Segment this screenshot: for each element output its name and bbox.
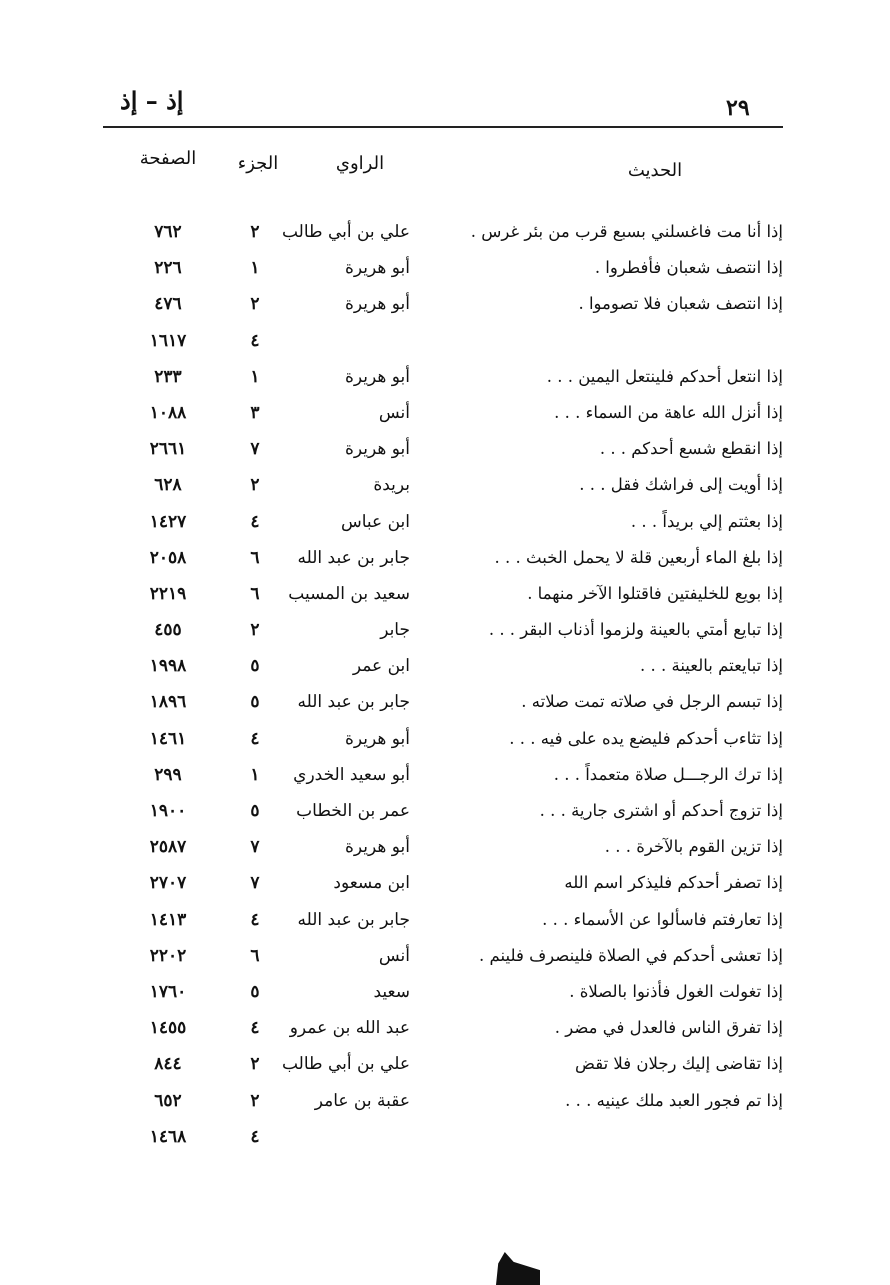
- narrator-name: سعيد بن المسيب: [288, 583, 410, 604]
- narrator-name: ابن عباس: [340, 511, 410, 532]
- running-head: إذ – إذ: [120, 86, 184, 115]
- table-row: [0, 253, 890, 289]
- narrator-name: أبو هريرة: [344, 258, 410, 279]
- hadith-text: إذا تغولت الغول فأذنوا بالصلاة .: [569, 981, 783, 1001]
- page-number-cell: ٢٢٠٢: [149, 945, 187, 966]
- page-number-cell: ٤٥٥: [154, 620, 182, 641]
- narrator-name: عقبة بن عامر: [314, 1090, 410, 1111]
- table-row: [0, 868, 890, 904]
- narrator-name: جابر: [380, 620, 410, 641]
- part-number: ١: [250, 258, 260, 279]
- hadith-text: إذا تعارفتم فاسألوا عن الأسماء . . .: [542, 909, 783, 929]
- narrator-name: ابن عمر: [352, 656, 410, 677]
- part-number: ٤: [250, 1018, 260, 1039]
- table-row: [0, 543, 890, 579]
- hadith-text: إذا تفرق الناس فالعدل في مضر .: [554, 1018, 783, 1038]
- part-number: ٦: [250, 547, 260, 568]
- part-number: ٣: [250, 402, 260, 423]
- part-number: ٥: [250, 981, 260, 1002]
- part-number: ٧: [250, 837, 260, 858]
- hadith-index-table: [0, 217, 890, 1158]
- table-row: [0, 977, 890, 1013]
- hadith-text: إذا تقاضى إليك رجلان فلا تقض: [575, 1054, 783, 1074]
- part-number: ٤: [250, 909, 260, 930]
- page-number-cell: ٦٥٢: [154, 1090, 182, 1111]
- table-row: [0, 289, 890, 325]
- part-number: ٢: [250, 1054, 260, 1075]
- part-number: ٧: [250, 873, 260, 894]
- table-row: [0, 1049, 890, 1085]
- narrator-name: عمر بن الخطاب: [296, 801, 410, 821]
- narrator-name: بريدة: [373, 475, 410, 496]
- table-row: [0, 1013, 890, 1049]
- hadith-text: إذا تزين القوم بالآخرة . . .: [604, 837, 783, 857]
- narrator-name: أبو سعيد الخدري: [293, 764, 410, 785]
- page-number-cell: ١٩٩٨: [149, 656, 187, 677]
- page-number-cell: ١٦١٧: [149, 330, 187, 351]
- part-number: ١: [250, 366, 260, 387]
- part-number: ٢: [250, 620, 260, 641]
- hadith-text: إذا تزوج أحدكم أو اشترى جارية . . .: [539, 801, 783, 820]
- hadith-text: إذا ترك الرجـــل صلاة متعمداً . . .: [553, 764, 783, 784]
- narrator-name: سعيد: [373, 981, 410, 1002]
- page-number: ٢٩: [726, 95, 750, 121]
- hadith-text: إذا أويت إلى فراشك فقل . . .: [579, 475, 783, 495]
- page-number-cell: ١٠٨٨: [149, 402, 187, 423]
- hadith-text: إذا تصفر أحدكم فليذكر اسم الله: [564, 873, 783, 893]
- hadith-text: إذا تبسم الرجل في صلاته تمت صلاته .: [521, 692, 783, 712]
- part-number: ٤: [250, 511, 260, 532]
- header-rule: [103, 126, 783, 128]
- hadith-text: إذا تبايع أمتي بالعينة ولزموا أذناب البقر . . .: [488, 620, 783, 640]
- hadith-text: إذا بويع للخليفتين فاقتلوا الآخر منهما .: [527, 583, 783, 603]
- part-number: ٢: [250, 1090, 260, 1111]
- narrator-name: أبو هريرة: [344, 439, 410, 460]
- narrator-name: عبد الله بن عمرو: [289, 1018, 410, 1039]
- narrator-name: أبو هريرة: [344, 728, 410, 749]
- hadith-text: إذا تعشى أحدكم في الصلاة فلينصرف فلينم .: [479, 945, 783, 965]
- page-number-cell: ١٤٢٧: [149, 511, 187, 532]
- page-number-cell: ٤٧٦: [154, 294, 182, 315]
- table-row: [0, 507, 890, 543]
- part-number: ٢: [250, 294, 260, 315]
- table-row: [0, 434, 890, 470]
- table-row: [0, 470, 890, 506]
- page-number-cell: ٢٢٦: [154, 258, 182, 279]
- table-row: [0, 398, 890, 434]
- table-row: [0, 941, 890, 977]
- page-number-cell: ١٤٦٨: [149, 1126, 187, 1147]
- hadith-text: إذا أنزل الله عاهة من السماء . . .: [554, 402, 783, 422]
- column-header-page: الصفحة: [139, 148, 197, 169]
- page-number-cell: ١٩٠٠: [149, 801, 187, 821]
- page-number-cell: ٢٣٣: [154, 366, 182, 387]
- narrator-name: أنس: [378, 402, 410, 423]
- hadith-text: إذا انتعل أحدكم فلينتعل اليمين . . .: [546, 366, 783, 386]
- table-row: [0, 832, 890, 868]
- hadith-text: إذا بعثتم إلي بريداً . . .: [630, 511, 783, 531]
- hadith-text: إذا انتصف شعبان فلا تصوموا .: [578, 294, 783, 314]
- page-number-cell: ٧٦٢: [154, 222, 182, 242]
- page-number-cell: ٦٢٨: [154, 475, 182, 496]
- part-number: ٢: [250, 222, 260, 242]
- part-number: ٦: [250, 945, 260, 966]
- hadith-text: إذا تثاءب أحدكم فليضع يده على فيه . . .: [509, 728, 783, 748]
- page-number-cell: ٢٠٥٨: [149, 547, 187, 568]
- hadith-text: إذا تبايعتم بالعينة . . .: [640, 656, 783, 676]
- narrator-name: ابن مسعود: [333, 873, 410, 894]
- table-row: [0, 326, 890, 362]
- scan-smudge: [496, 1252, 540, 1285]
- table-row: [0, 615, 890, 651]
- page-number-cell: ٢٧٠٧: [149, 873, 187, 894]
- narrator-name: أنس: [378, 945, 410, 966]
- page-number-cell: ٢٥٨٧: [149, 837, 187, 858]
- part-number: ٤: [250, 1126, 260, 1147]
- part-number: ٤: [250, 330, 260, 351]
- hadith-text: إذا انقطع شسع أحدكم . . .: [599, 439, 783, 459]
- part-number: ٥: [250, 656, 260, 677]
- page-number-cell: ١٤٦١: [149, 728, 187, 749]
- page-number-cell: ١٧٦٠: [149, 981, 187, 1002]
- hadith-text: إذا بلغ الماء أربعين قلة لا يحمل الخبث . . .: [494, 547, 783, 567]
- part-number: ١: [250, 764, 260, 785]
- part-number: ٤: [250, 728, 260, 749]
- page-number-cell: ٢٦٦١: [149, 439, 187, 460]
- narrator-name: أبو هريرة: [344, 837, 410, 858]
- part-number: ٦: [250, 583, 260, 604]
- narrator-name: جابر بن عبد الله: [297, 547, 410, 568]
- table-row: [0, 651, 890, 687]
- table-row: [0, 362, 890, 398]
- table-row: [0, 796, 890, 832]
- table-row: [0, 217, 890, 253]
- column-header-part: الجزء: [237, 153, 279, 174]
- narrator-name: أبو هريرة: [344, 294, 410, 315]
- narrator-name: جابر بن عبد الله: [297, 692, 410, 713]
- part-number: ٢: [250, 475, 260, 496]
- table-row: [0, 1122, 890, 1158]
- table-row: [0, 760, 890, 796]
- page-number-cell: ١٤٥٥: [149, 1018, 187, 1039]
- narrator-name: علي بن أبي طالب: [281, 1054, 410, 1075]
- part-number: ٥: [250, 801, 260, 821]
- table-row: [0, 905, 890, 941]
- page-number-cell: ١٨٩٦: [149, 692, 187, 713]
- page-number-cell: ١٤١٣: [149, 909, 187, 930]
- hadith-text: إذا تم فجور العبد ملك عينيه . . .: [565, 1090, 783, 1110]
- page-number-cell: ٢٩٩: [154, 764, 182, 785]
- table-row: [0, 579, 890, 615]
- table-row: [0, 1086, 890, 1122]
- page-number-cell: ٨٤٤: [154, 1054, 182, 1075]
- table-row: [0, 687, 890, 723]
- narrator-name: جابر بن عبد الله: [297, 909, 410, 930]
- page-number-cell: ٢٢١٩: [149, 583, 187, 604]
- table-row: [0, 724, 890, 760]
- part-number: ٧: [250, 439, 260, 460]
- column-header-hadith: الحديث: [627, 160, 683, 181]
- hadith-text: إذا أنا مت فاغسلني بسبع قرب من بئر غرس .: [470, 222, 783, 241]
- hadith-text: إذا انتصف شعبان فأفطروا .: [594, 258, 783, 278]
- column-header-narrator: الراوي: [335, 153, 385, 174]
- part-number: ٥: [250, 692, 260, 713]
- narrator-name: أبو هريرة: [344, 366, 410, 387]
- narrator-name: علي بن أبي طالب: [281, 222, 410, 242]
